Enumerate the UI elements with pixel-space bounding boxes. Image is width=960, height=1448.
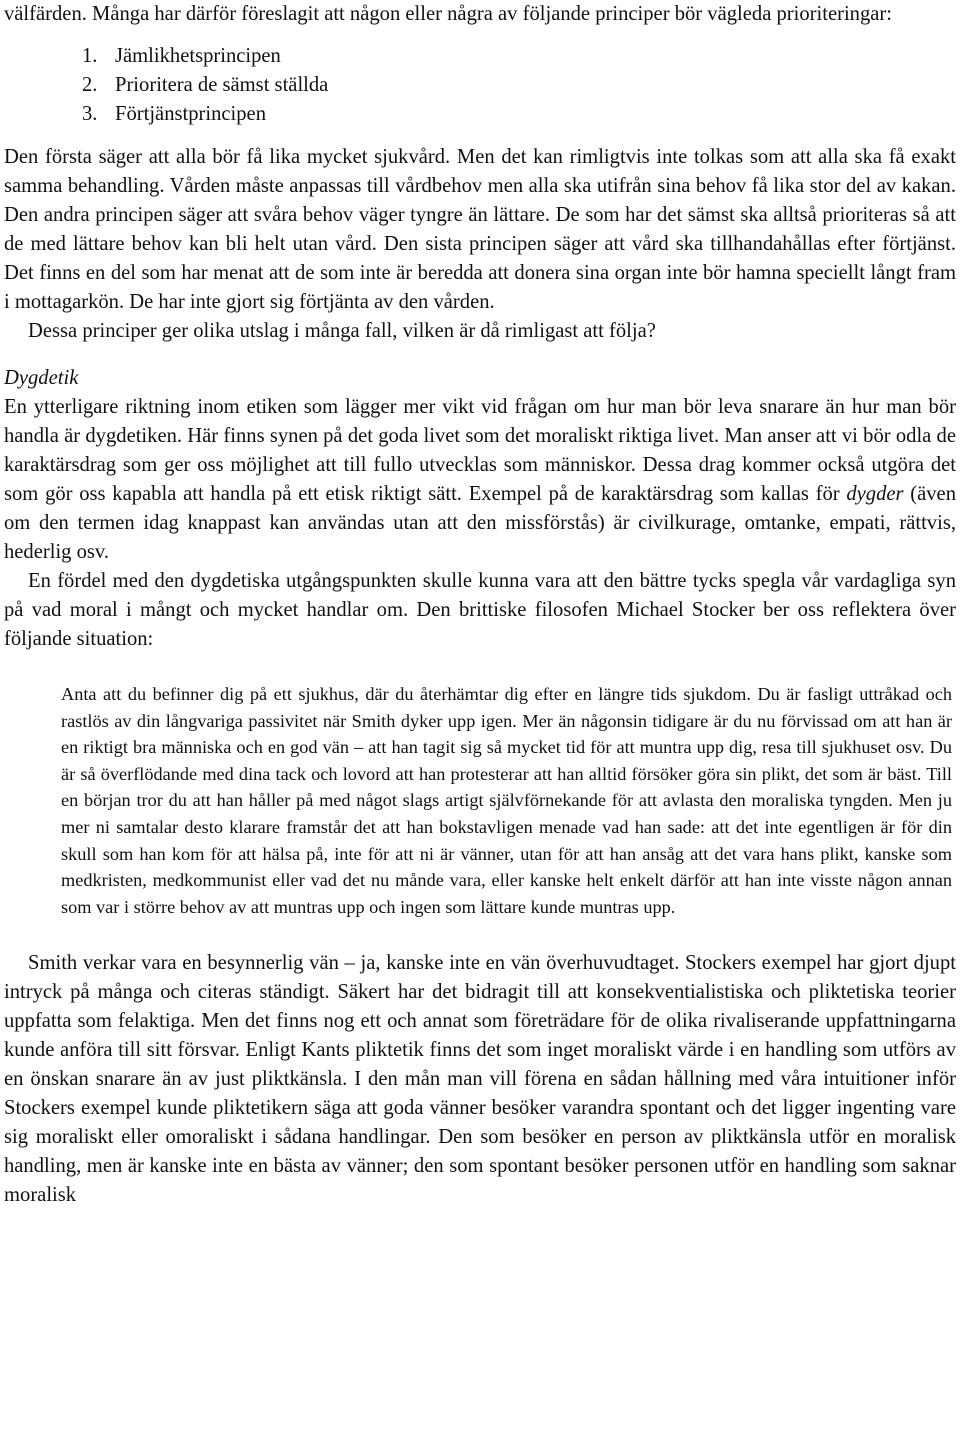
section-heading: Dygdetik bbox=[4, 367, 79, 389]
paragraph-text: (även om den termen idag knappast kan användas utan att den missförstås) är civilkurage, omtanke, empati, rättvis, hederlig osv. bbox=[4, 483, 956, 563]
principles-list bbox=[4, 42, 956, 129]
discussion-paragraph: Smith verkar vara en besynnerlig vän – ja, kanske inte en vän överhuvudtaget. Stockers exempel har gjort djupt intryck på många och citeras ständigt. Säkert har det bidragit till att konsekventialistiska och pliktetiska teorier uppfatta som felaktiga. Men det finns nog ett och annat som företrädare för de olika rivaliserande uppfattningarna kunde anföra till sitt försvar. Enligt Kants pliktetik finns det som inget moraliskt värde i en handling som utförs av en önskan snarare än av just pliktkänsla. I den mån man vill förena en sådan hållning med våra intuitioner inför Stockers exempel kunde pliktetikern säga att goda vänner besöker varandra spontant och det ligger ingenting vare sig moraliskt eller omoraliskt i sådana handlingar. Den som besöker en person av pliktkänsla utför en moralisk handling, men är kanske inte en bästa av vänner; den som spontant besöker personen utför en handling som saknar moralisk bbox=[4, 952, 956, 1207]
emphasis-term: dygder bbox=[846, 483, 904, 505]
list-label: Förtjänstprincipen bbox=[115, 103, 266, 125]
list-item bbox=[4, 100, 956, 129]
principles-question: Dessa principer ger olika utslag i många fall, vilken är då rimligast att följa? bbox=[28, 320, 656, 342]
list-label: Jämlikhetsprincipen bbox=[115, 45, 281, 67]
list-item bbox=[4, 71, 956, 100]
intro-paragraph: välfärden. Många har därför föreslagit att någon eller några av följande principer bör vägleda prioriteringar: bbox=[4, 3, 892, 25]
paragraph-text: En ytterligare riktning inom etiken som lägger mer vikt vid frågan om hur man bör leva snarare än hur man bör handla är dygdetiken. Här finns synen på det goda livet som det moraliskt riktiga livet. Man anser att vi bör odla de karaktärsdrag som ger oss möjlighet att till fullo utvecklas som människor. Dessa drag kommer också utgöra det som gör oss kapabla att handla på ett etisk riktigt sätt. Exempel på de karaktärsdrag som kallas för bbox=[4, 396, 956, 505]
list-number: 3. bbox=[82, 103, 98, 125]
list-label: Prioritera de sämst ställda bbox=[115, 74, 329, 96]
block-quote: Anta att du befinner dig på ett sjukhus, där du återhämtar dig efter en längre tids sjukdom. Du är fasligt uttråkad och rastlös av din långvariga passivitet när Smith dyker upp igen. Mer än någonsin tidigare är du nu förvissad om att han är en riktigt bra människa och en god vän – att han tagit sig så mycket tid för att muntra upp dig, resa till sjukhuset osv. Du är så överflödande med dina tack och lovord att han protesterar att han alltid försöker göra sin plikt, det som är bäst. Till en början tror du att han håller på med något slags artigt självförnekande för att avlasta den moraliska tyngden. Men ju mer ni samtalar desto klarare framstår det att han bokstavligen menade vad han sade: att det inte egentligen är för din skull som han kom för att hälsa på, inte för att ni är vänner, utan för att han ansåg att det vara hans plikt, kanske som medkristen, medkommunist eller vad det nu månde vara, eller kanske helt enkelt därför att han inte visste någon annan som var i större behov av att muntras upp och ingen som lättare kunde muntras upp. bbox=[61, 684, 952, 917]
list-item bbox=[4, 42, 956, 71]
principles-paragraph: Den första säger att alla bör få lika mycket sjukvård. Men det kan rimligtvis inte tolkas som att alla ska få exakt samma behandling. Vården måste anpassas till vårdbehov men alla ska utifrån sina behov få lika stor del av kakan. Den andra principen säger att svåra behov väger tyngre än lättare. De som har det sämst ska alltså prioriteras så att de med lättare behov kan bli helt utan vård. Den sista principen säger att vård ska tillhandahållas efter förtjänst. Det finns en del som har menat att de som inte är beredda att donera sina organ inte bör hamna speciellt långt fram i mottagarkön. De har inte gjort sig förtjänta av den vården. bbox=[4, 146, 956, 313]
list-number: 2. bbox=[82, 74, 98, 96]
virtue-ethics-paragraph bbox=[4, 393, 956, 567]
list-number: 1. bbox=[82, 45, 98, 67]
stocker-intro-paragraph: En fördel med den dygdetiska utgångspunkten skulle kunna vara att den bättre tycks spegla vår vardagliga syn på vad moral i mångt och mycket handlar om. Den brittiske filosofen Michael Stocker ber oss reflektera över följande situation: bbox=[4, 570, 956, 650]
